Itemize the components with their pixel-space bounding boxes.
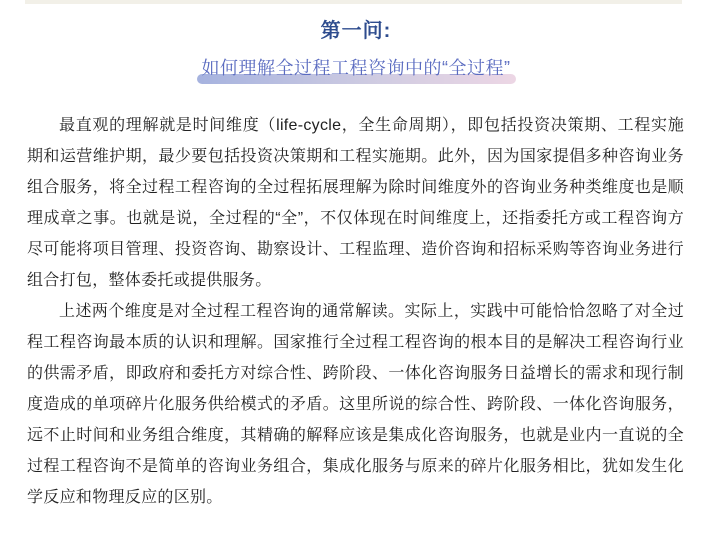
paragraph: 上述两个维度是对全过程工程咨询的通常解读。实际上，实践中可能恰恰忽略了对全过程工程咨询最本质的认识和理解。国家推行全过程工程咨询的根本目的是解决工程咨询行业的供需矛盾，即政府和委托方对综合性、跨阶段、一体化咨询服务日益增长的需求和现行制度造成的单项碎片化服务供给模式的矛盾。这里所说的综合性、跨阶段、一体化咨询服务，远不止时间和业务组合维度，其精确的解释应该是集成化咨询服务，也就是业内一直说的全过程工程咨询不是简单的咨询业务组合，集成化服务与原来的碎片化服务相比，犹如发生化学反应和物理反应的区别。 [27,303,684,506]
article-body [27,110,684,513]
article-header [0,0,712,80]
section-subtitle: 如何理解全过程工程咨询中的“全过程” [201,58,511,78]
top-divider [25,0,682,4]
section-subtitle-wrap [202,54,511,80]
section-title: 第一问: [320,20,392,42]
paragraph: 最直观的理解就是时间维度（life-cycle，全生命周期），即包括投资决策期、工程实施期和运营维护期，最少要包括投资决策期和工程实施期。此外，因为国家提倡多种咨询业务组合服务，将全过程工程咨询的全过程拓展理解为除时间维度外的咨询业务种类维度也是顺理成章之事。也就是说，全过程的“全”，不仅体现在时间维度上，还指委托方或工程咨询方尽可能将项目管理、投资咨询、勘察设计、工程监理、造价咨询和招标采购等咨询业务进行组合打包，整体委托或提供服务。 [27,117,684,289]
